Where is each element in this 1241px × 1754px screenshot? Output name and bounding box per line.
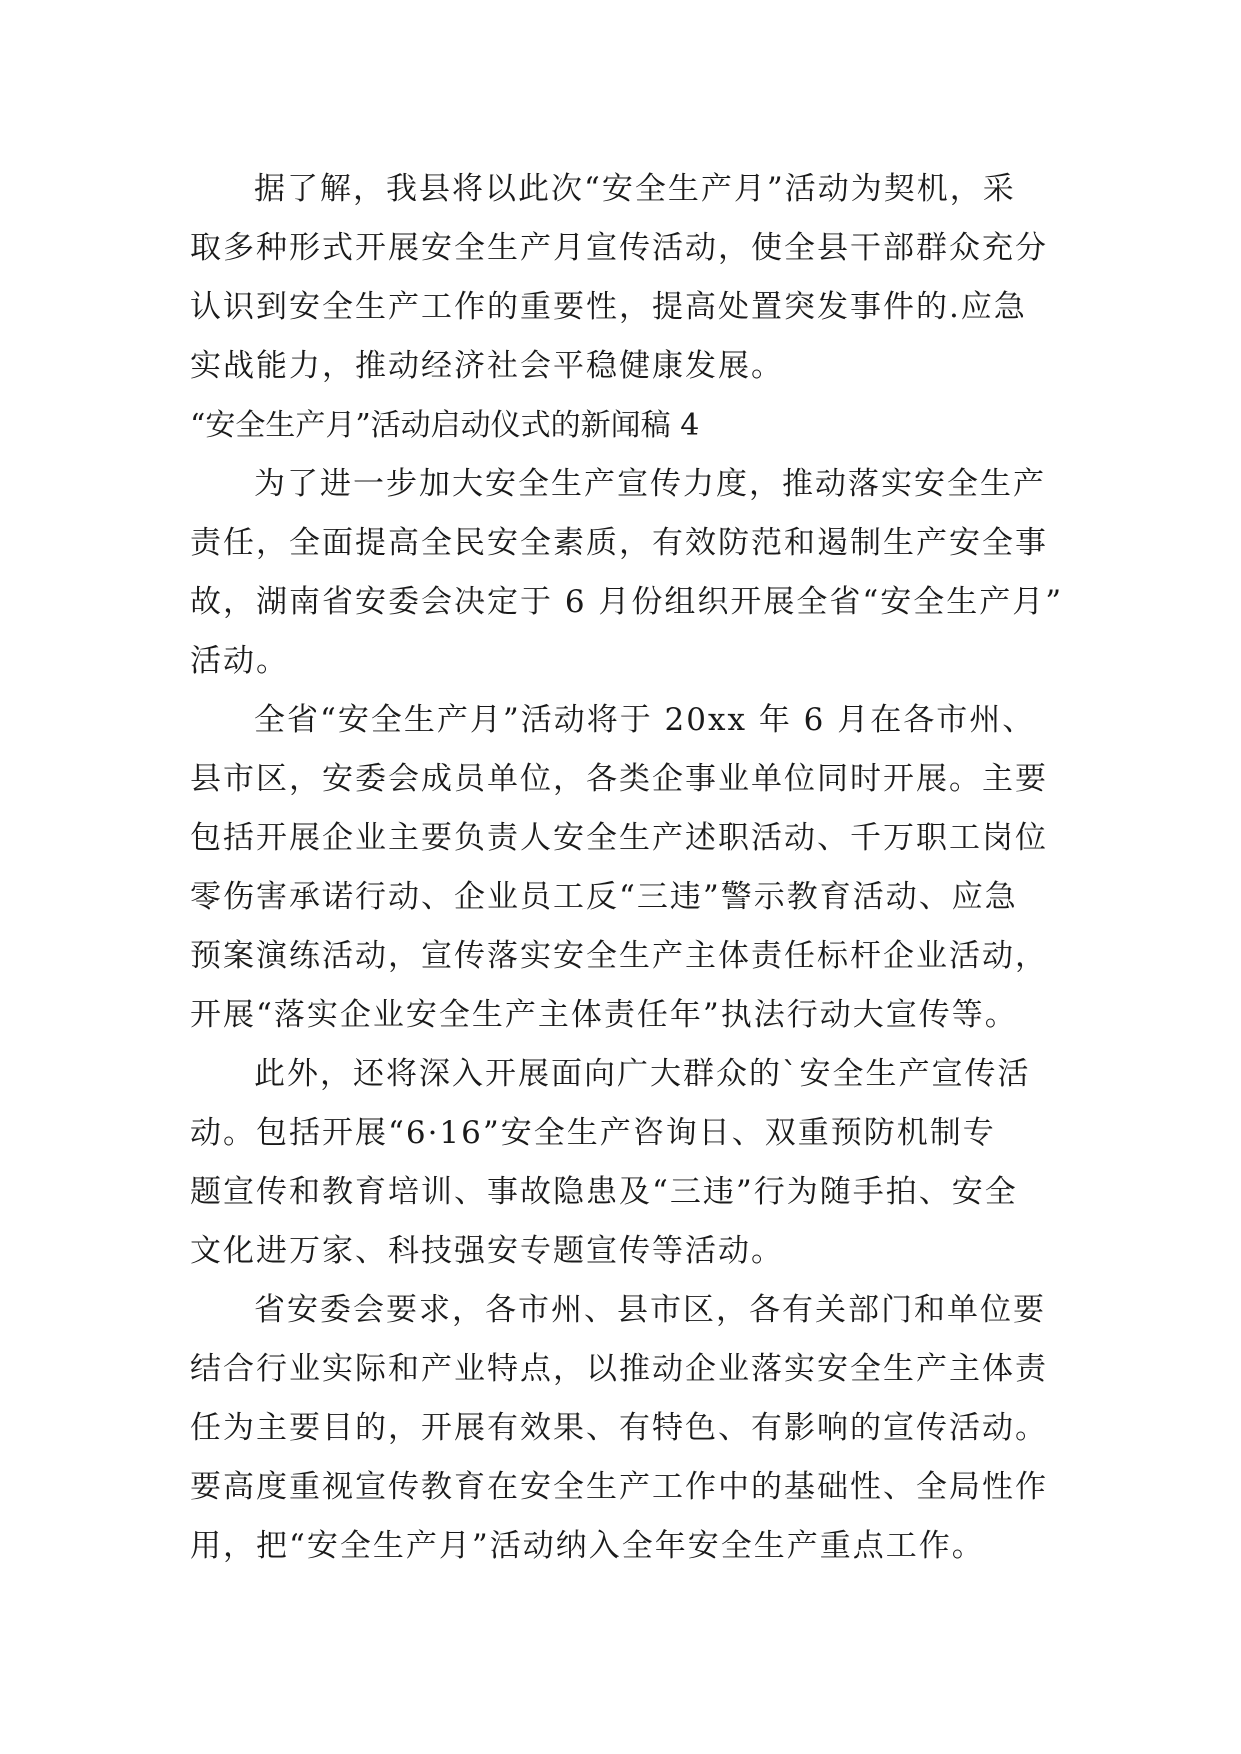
text-line: 开展“落实企业安全生产主体责任年”执法行动大宣传等。 xyxy=(190,997,1018,1033)
text-line: 全省“安全生产月”活动将于 20xx 年 6 月在各市州、 xyxy=(254,702,1036,738)
paragraph xyxy=(190,1045,1050,1281)
text-line: 用，把“安全生产月”活动纳入全年安全生产重点工作。 xyxy=(190,1528,985,1564)
paragraph xyxy=(190,1281,1050,1576)
text-line: 任为主要目的，开展有效果、有特色、有影响的宣传活动。 xyxy=(190,1410,1048,1446)
text-line: 县市区，安委会成员单位，各类企事业单位同时开展。主要 xyxy=(190,761,1048,797)
text-line: 责任，全面提高全民安全素质，有效防范和遏制生产安全事 xyxy=(190,525,1048,561)
text-line: 省安委会要求，各市州、县市区，各有关部门和单位要 xyxy=(254,1292,1046,1328)
text-line: 题宣传和教育培训、事故隐患及“三违”行为随手拍、安全 xyxy=(190,1174,1018,1210)
text-line: 据了解，我县将以此次“安全生产月”活动为契机，采 xyxy=(254,171,1016,207)
text-line: 文化进万家、科技强安专题宣传等活动。 xyxy=(190,1233,784,1269)
section-heading: “安全生产月”活动启动仪式的新闻稿 4 xyxy=(190,408,700,443)
text-line: 预案演练活动，宣传落实安全生产主体责任标杆企业活动， xyxy=(190,938,1048,974)
text-line: 认识到安全生产工作的重要性，提高处置突发事件的.应急 xyxy=(190,289,1027,325)
text-line: 为了进一步加大安全生产宣传力度，推动落实安全生产 xyxy=(254,466,1046,502)
text-line: 实战能力，推动经济社会平稳健康发展。 xyxy=(190,348,784,384)
paragraph xyxy=(190,691,1050,1045)
text-line: 包括开展企业主要负责人安全生产述职活动、千万职工岗位 xyxy=(190,820,1048,856)
text-line: 结合行业实际和产业特点，以推动企业落实安全生产主体责 xyxy=(190,1351,1048,1387)
text-line: 此外，还将深入开展面向广大群众的`安全生产宣传活 xyxy=(254,1056,1031,1092)
document-body xyxy=(190,160,1064,1576)
text-line: 零伤害承诺行动、企业员工反“三违”警示教育活动、应急 xyxy=(190,879,1018,915)
text-line: 故，湖南省安委会决定于 6 月份组织开展全省“安全生产月” xyxy=(190,584,1064,620)
text-line: 要高度重视宣传教育在安全生产工作中的基础性、全局性作 xyxy=(190,1469,1048,1505)
text-line: 取多种形式开展安全生产月宣传活动，使全县干部群众充分 xyxy=(190,230,1048,266)
text-line: 活动。 xyxy=(190,643,289,679)
paragraph xyxy=(190,160,1050,396)
paragraph xyxy=(190,455,1064,691)
text-line: 动。包括开展“6·16”安全生产咨询日、双重预防机制专 xyxy=(190,1115,996,1151)
